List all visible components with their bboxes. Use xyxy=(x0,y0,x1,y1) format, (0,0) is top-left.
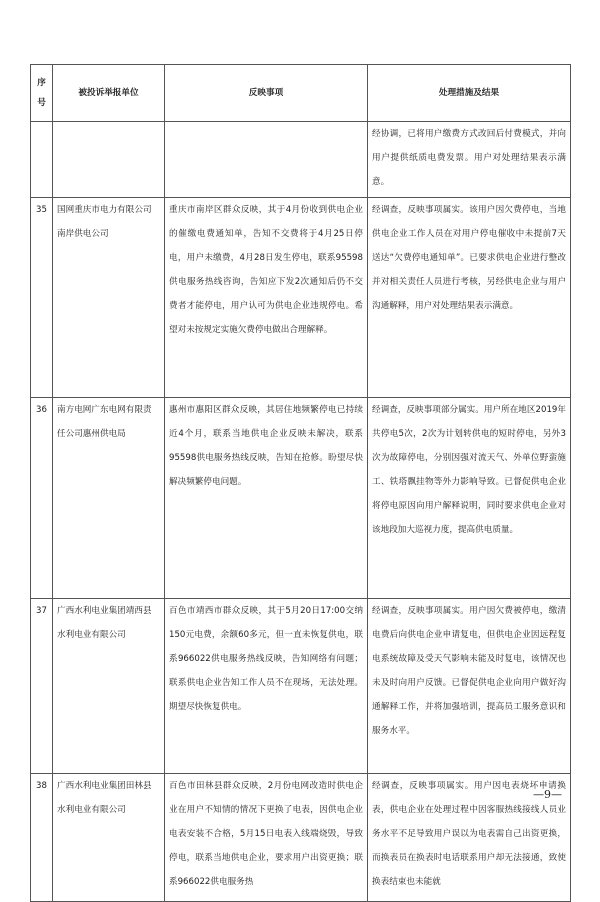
row-number xyxy=(31,122,53,198)
table-row xyxy=(31,398,571,599)
header-result: 处理措施及结果 xyxy=(368,65,571,122)
row-result: 经调查，反映事项属实。该用户因欠费停电，当地供电企业工作人员在对用户停电催收中未提前7天送达“欠费停电通知单”。已要求供电企业进行整改并对相关责任人员进行考核，另经供电企业与用户沟通解释，用户对处理结果表示满意。 xyxy=(368,198,571,398)
header-seq: 序号 xyxy=(31,65,53,122)
table-header-row xyxy=(31,65,571,122)
table-row xyxy=(31,198,571,398)
complaint-table xyxy=(30,64,571,902)
row-result: 经调查，反映事项部分属实。用户所在地区2019年共停电5次，2次为计划转供电的短时停电，另外3次为故障停电，分别因强对流天气、外单位野蛮施工、铁塔飘挂物等外力影响导致。已督促供电企业将停电原因向用户解释说明，同时要求供电企业对该地段加大巡视力度，提高供电质量。 xyxy=(368,398,571,599)
row-number: 37 xyxy=(31,599,53,774)
row-issue: 惠州市惠阳区群众反映，其居住地频繁停电已持续近4个月，联系当地供电企业反映未解决，联系95598供电服务热线反映，告知在抢修。盼望尽快解决频繁停电问题。 xyxy=(165,398,368,599)
row-number: 36 xyxy=(31,398,53,599)
row-issue: 百色市靖西市群众反映，其于5月20日17:00交纳150元电费，余额60多元，但一直未恢复供电，联系966022供电服务热线反映，告知网络有问题；联系供电企业告知工作人员不在现场，无法处理。期望尽快恢复供电。 xyxy=(165,599,368,774)
table-row xyxy=(31,122,571,198)
header-issue: 反映事项 xyxy=(165,65,368,122)
row-issue: 重庆市南岸区群众反映，其于4月份收到供电企业的催缴电费通知单，告知不交费将于4月25日停电，用户未缴费，4月28日发生停电，联系95598供电服务热线咨询，告知应下发2次通知后仍不交费者才能停电，用户认可为供电企业违规停电。希望对未按规定实施欠费停电做出合理解释。 xyxy=(165,198,368,398)
row-result: 经调查，反映事项属实。用户因欠费被停电，缴清电费后向供电企业申请复电，但供电企业因远程复电系统故障及受天气影响未能及时复电，该情况也未及时向用户反馈。已督促供电企业向用户做好沟通解释工作，并将加强培训，提高员工服务意识和服务水平。 xyxy=(368,599,571,774)
row-unit: 南方电网广东电网有限责任公司惠州供电局 xyxy=(53,398,165,599)
table-row xyxy=(31,599,571,774)
row-number: 38 xyxy=(31,774,53,902)
page-number: —9— xyxy=(533,788,562,801)
row-unit: 广西水利电业集团靖西县水利电业有限公司 xyxy=(53,599,165,774)
header-unit: 被投诉举报单位 xyxy=(53,65,165,122)
table-row xyxy=(31,774,571,902)
row-issue xyxy=(165,122,368,198)
row-unit: 国网重庆市电力有限公司南岸供电公司 xyxy=(53,198,165,398)
row-number: 35 xyxy=(31,198,53,398)
row-unit: 广西水利电业集团田林县水利电业有限公司 xyxy=(53,774,165,902)
row-unit xyxy=(53,122,165,198)
row-result: 经调查，反映事项属实。用户因电表烧坏申请换表，供电企业在处理过程中因客服热线接线人员业务水平不足导致用户误以为电表需自己出资更换，而换表员在换表时电话联系用户却无法接通，致使换表结束也未能就 xyxy=(368,774,571,902)
row-issue: 百色市田林县群众反映，2月份电网改造时供电企业在用户不知情的情况下更换了电表，因供电企业电表安装不合格，5月15日电表入线端烧毁，导致停电，联系当地供电企业，要求用户出资更换；联系966022供电服务热 xyxy=(165,774,368,902)
row-result: 经协调，已将用户缴费方式改回后付费模式，并向用户提供纸质电费发票。用户对处理结果表示满意。 xyxy=(368,122,571,198)
